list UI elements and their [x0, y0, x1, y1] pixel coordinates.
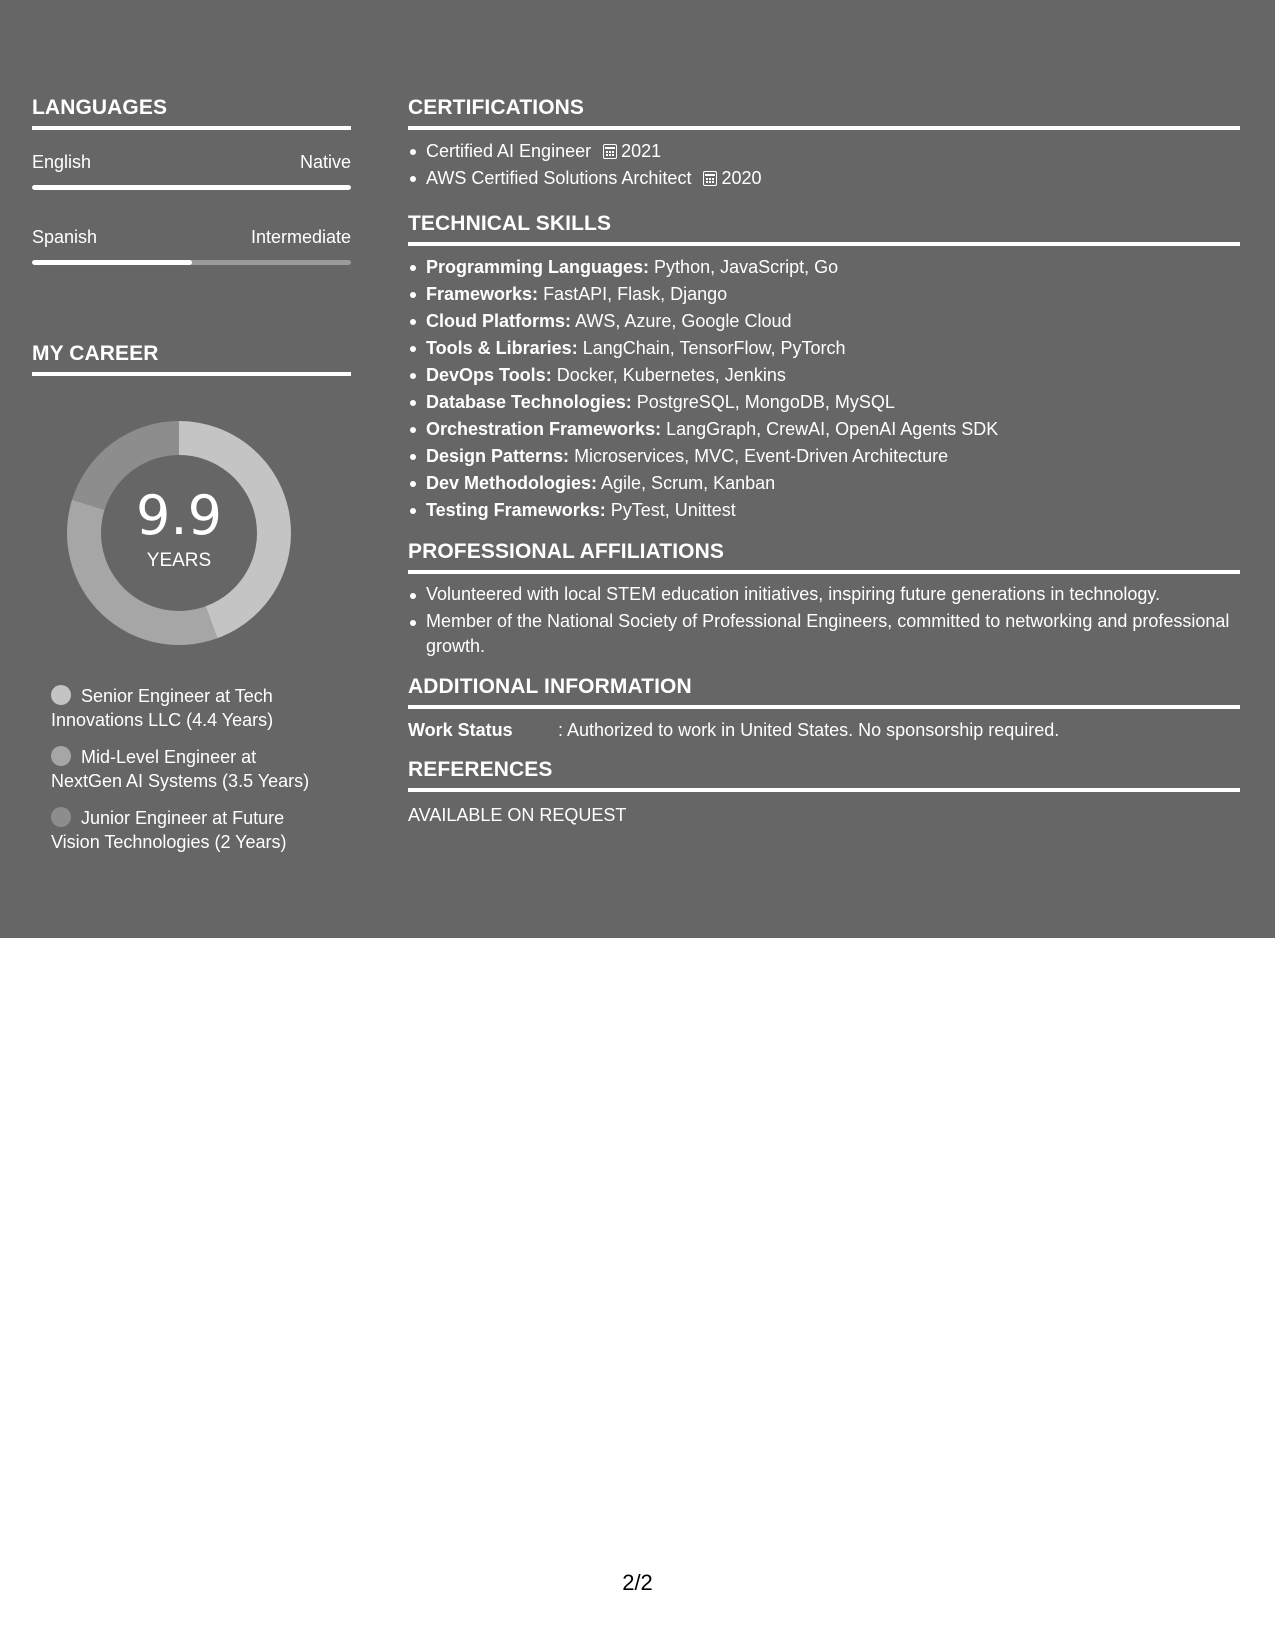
- legend-dot-icon: [51, 807, 71, 827]
- page-number: 2/2: [622, 1570, 653, 1595]
- skill-value: PyTest, Unittest: [610, 500, 736, 520]
- affiliation-item: Member of the National Society of Professional Engineers, committed to networking and professional growth.: [408, 609, 1240, 659]
- skill-value: FastAPI, Flask, Django: [543, 284, 728, 304]
- languages-title: LANGUAGES: [32, 96, 168, 119]
- calendar-icon: [603, 144, 617, 159]
- legend-label: Mid-Level Engineer at NextGen AI Systems (3.5 Years): [51, 747, 310, 791]
- skill-label: Orchestration Frameworks:: [426, 419, 662, 439]
- certifications-list: [408, 138, 1240, 192]
- languages-rule: [32, 126, 351, 130]
- skill-item: [408, 389, 1240, 416]
- skill-value: AWS, Azure, Google Cloud: [575, 311, 792, 331]
- additional-info-section: [408, 673, 1240, 742]
- work-status-row: [408, 718, 1240, 742]
- certification-year: 2020: [721, 168, 762, 188]
- certifications-title: CERTIFICATIONS: [408, 96, 585, 119]
- legend-dot-icon: [51, 685, 71, 705]
- certification-name: Certified AI Engineer: [426, 141, 592, 161]
- skill-value: LangChain, TensorFlow, PyTorch: [582, 338, 846, 358]
- language-name: English: [32, 152, 92, 172]
- legend-label: Junior Engineer at Future Vision Technologies (2 Years): [51, 808, 287, 852]
- certification-year: 2021: [621, 141, 662, 161]
- technical-skills-title: TECHNICAL SKILLS: [408, 212, 612, 235]
- references-text: AVAILABLE ON REQUEST: [408, 805, 627, 825]
- skill-item: [408, 281, 1240, 308]
- skill-value: LangGraph, CrewAI, OpenAI Agents SDK: [666, 419, 999, 439]
- skill-label: Design Patterns:: [426, 446, 570, 466]
- skill-label: Frameworks:: [426, 284, 539, 304]
- certification-name: AWS Certified Solutions Architect: [426, 168, 692, 188]
- references-section: [408, 756, 1240, 827]
- legend-item-junior: [51, 806, 331, 854]
- language-row-english: [32, 150, 351, 174]
- legend-item-mid: [51, 745, 331, 793]
- language-bar-spanish: [32, 260, 351, 265]
- skill-item: [408, 470, 1240, 497]
- skill-item: [408, 443, 1240, 470]
- skill-label: Cloud Platforms:: [426, 311, 572, 331]
- legend-dot-icon: [51, 746, 71, 766]
- affiliations-list: [408, 582, 1240, 659]
- career-legend: [32, 684, 351, 854]
- skill-label: Tools & Libraries:: [426, 338, 578, 358]
- references-rule: [408, 788, 1240, 792]
- work-status-label: Work Status: [408, 720, 513, 740]
- references-title: REFERENCES: [408, 758, 553, 781]
- certifications-rule: [408, 126, 1240, 130]
- skill-item: [408, 254, 1240, 281]
- technical-skills-rule: [408, 242, 1240, 246]
- language-row-spanish: [32, 225, 351, 249]
- career-title: MY CAREER: [32, 342, 159, 365]
- legend-item-senior: [51, 684, 331, 732]
- skill-item: [408, 497, 1240, 524]
- language-bar-fill: [32, 185, 351, 190]
- technical-skills-section: [408, 210, 1240, 524]
- technical-skills-list: [408, 254, 1240, 524]
- language-level: Intermediate: [250, 227, 351, 247]
- language-bar-english: [32, 185, 351, 190]
- language-name: Spanish: [32, 227, 98, 247]
- career-rule: [32, 372, 351, 376]
- left-column: [32, 94, 351, 867]
- right-column: [408, 94, 1240, 827]
- language-bar-fill: [32, 260, 192, 265]
- career-total-unit: YEARS: [146, 550, 212, 571]
- skill-label: Programming Languages:: [426, 257, 650, 277]
- skill-value: Microservices, MVC, Event-Driven Architecture: [574, 446, 949, 466]
- certification-item: [408, 165, 1240, 192]
- skill-item: [408, 308, 1240, 335]
- legend-label: Senior Engineer at Tech Innovations LLC (4.4 Years): [51, 686, 274, 730]
- skill-label: Dev Methodologies:: [426, 473, 598, 493]
- certification-item: [408, 138, 1240, 165]
- skill-item: [408, 335, 1240, 362]
- skill-value: Python, JavaScript, Go: [654, 257, 839, 277]
- affiliations-title: PROFESSIONAL AFFILIATIONS: [408, 540, 724, 563]
- additional-info-title: ADDITIONAL INFORMATION: [408, 675, 692, 698]
- skill-label: DevOps Tools:: [426, 365, 552, 385]
- career-donut-chart: [64, 418, 294, 648]
- language-level: Native: [299, 152, 351, 172]
- career-total-years: 9.9: [136, 484, 222, 547]
- skill-value: Docker, Kubernetes, Jenkins: [556, 365, 786, 385]
- skill-item: [408, 362, 1240, 389]
- affiliations-rule: [408, 570, 1240, 574]
- skill-label: Database Technologies:: [426, 392, 632, 412]
- calendar-icon: [703, 171, 717, 186]
- skill-label: Testing Frameworks:: [426, 500, 606, 520]
- work-status-value: : Authorized to work in United States. No sponsorship required.: [558, 720, 1060, 740]
- skill-value: Agile, Scrum, Kanban: [601, 473, 776, 493]
- affiliation-item: Volunteered with local STEM education initiatives, inspiring future generations in technology.: [408, 582, 1240, 607]
- skill-item: [408, 416, 1240, 443]
- affiliations-section: [408, 538, 1240, 659]
- additional-info-rule: [408, 705, 1240, 709]
- skill-value: PostgreSQL, MongoDB, MySQL: [636, 392, 895, 412]
